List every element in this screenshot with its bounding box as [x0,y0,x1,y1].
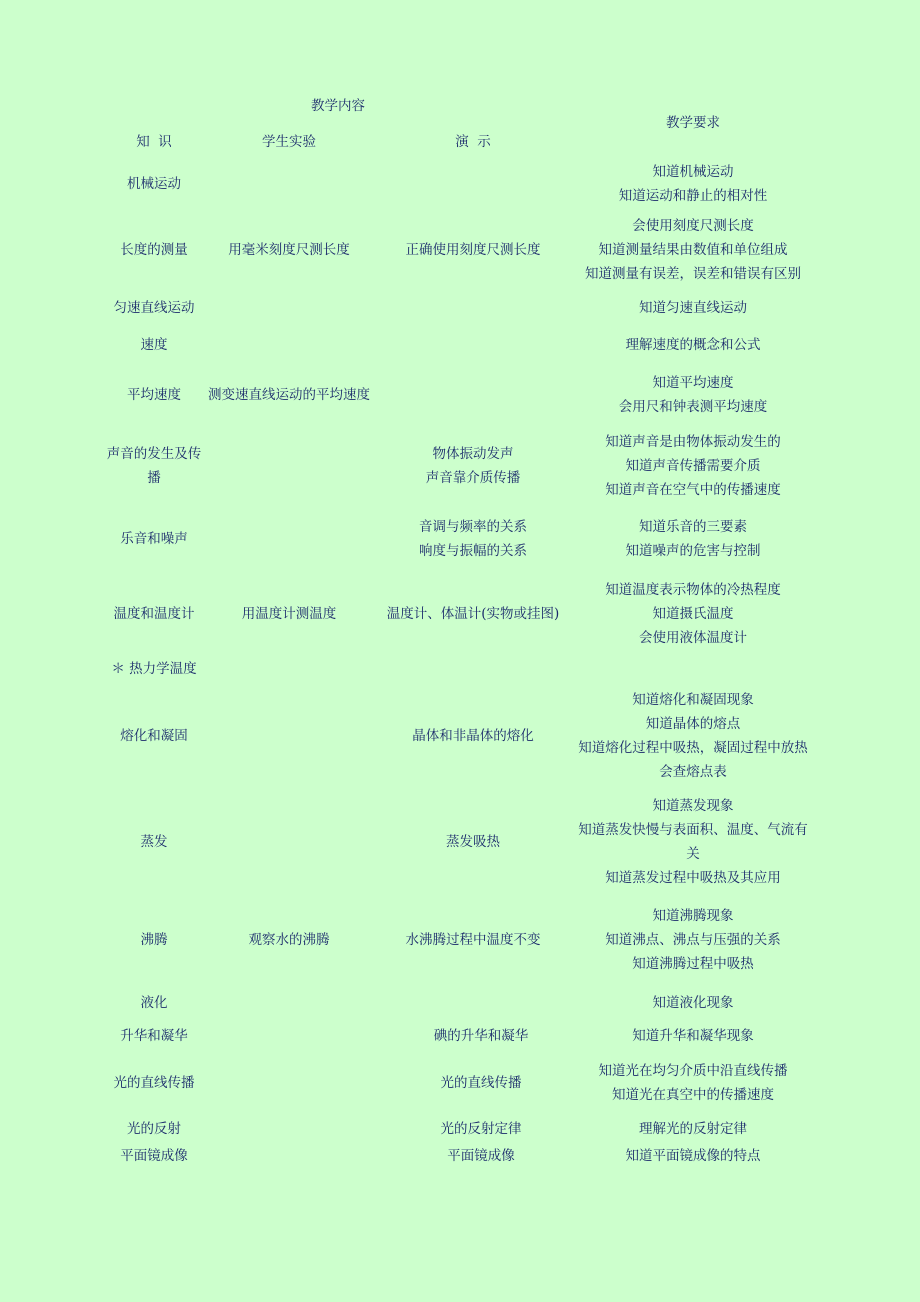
demo-cell [446,830,500,854]
requirement-cell-line: 知道摄氏温度 [652,606,734,622]
knowledge-cell-line: 长度的测量 [120,242,188,258]
demo-cell [441,1117,522,1141]
requirement-cell-line: 知道熔化和凝固现象 [632,692,754,708]
demo-cell-line: 声音靠介质传播 [425,470,521,486]
knowledge-cell [120,1144,188,1168]
demo-cell [434,1024,529,1048]
knowledge-cell-line: 蒸发 [140,834,168,850]
demo-cell-line: 光的反射定律 [440,1121,522,1137]
knowledge-cell [120,527,188,551]
knowledge-cell-line: 速度 [140,337,168,353]
demo-cell-line: 水沸腾过程中温度不变 [405,932,541,948]
demo-cell-line: 碘的升华和凝华 [433,1028,529,1044]
requirement-cell [619,371,768,419]
knowledge-cell [127,383,181,407]
demo-cell [387,602,560,626]
requirement-cell-line: 知道升华和凝华现象 [632,1028,754,1044]
experiment-cell [208,383,370,407]
requirement-cell [605,578,781,650]
requirement-cell-line: 知道沸腾过程中吸热 [632,956,754,972]
knowledge-cell [127,172,181,196]
requirement-cell-line: 知道声音传播需要介质 [625,458,761,474]
requirement-cell-line: 知道声音在空气中的传播速度 [605,482,781,498]
requirement-cell-line: 知道运动和静止的相对性 [618,188,768,204]
requirement-cell-line: 知道噪声的危害与控制 [625,543,761,559]
requirement-cell-line: 知道匀速直线运动 [639,300,747,316]
requirement-cell-line: 知道温度表示物体的冷热程度 [605,582,781,598]
requirement-cell-line: 知道平均速度 [652,375,734,391]
knowledge-cell-line: 平均速度 [127,387,181,403]
requirement-cell-line: 知道光在均匀介质中沿直线传播 [598,1063,788,1079]
requirement-cell [578,794,808,890]
requirement-cell-line: 知道声音是由物体振动发生的 [605,434,781,450]
knowledge-cell-line: ＊ 热力学温度 [111,661,197,677]
knowledge-cell-line: 乐音和噪声 [120,531,188,547]
demo-cell-line: 音调与频率的关系 [419,519,527,535]
demo-cell-line: 正确使用刻度尺测长度 [405,242,541,258]
knowledge-cell [141,928,168,952]
experiment-cell-line: 测变速直线运动的平均速度 [208,387,370,403]
experiment-cell [228,238,350,262]
requirement-cell-line: 知道平面镜成像的特点 [625,1148,761,1164]
requirement-cell-line: 会使用液体温度计 [639,630,747,646]
knowledge-cell [141,333,168,357]
experiment-cell [249,928,330,952]
column-demo: 演 示 [455,134,491,150]
knowledge-cell [141,830,168,854]
content-title: 教学内容 [311,98,365,114]
demo-cell-line: 光的直线传播 [440,1075,522,1091]
requirement-cell-line: 知道蒸发过程中吸热及其应用 [605,870,781,886]
demo-cell [447,1144,515,1168]
requirement-cell-line: 知道熔化过程中吸热，凝固过程中放热 [578,740,808,756]
demo-cell [406,238,541,262]
requirement-cell-line: 理解光的反射定律 [639,1121,747,1137]
knowledge-cell [107,442,202,490]
requirement-cell-line: 知道液化现象 [652,995,734,1011]
knowledge-cell-line: 光的反射 [127,1121,181,1137]
knowledge-cell [141,991,168,1015]
knowledge-cell-line: 匀速直线运动 [113,300,195,316]
requirement-cell-line: 知道光在真空中的传播速度 [612,1087,774,1103]
knowledge-cell-line: 熔化和凝固 [120,728,188,744]
experiment-cell [242,602,337,626]
requirement-cell [639,1117,747,1141]
requirement-cell-line: 理解速度的概念和公式 [625,337,761,353]
demo-cell-line: 物体振动发声 [432,446,514,462]
requirement-cell-line: 知道蒸发现象 [652,798,734,814]
demo-cell-line: 平面镜成像 [447,1148,515,1164]
column-knowledge: 知 识 [136,134,172,150]
requirement-cell-line: 知道晶体的熔点 [645,716,741,732]
knowledge-cell-line: 液化 [140,995,168,1011]
requirement-cell-line: 知道乐音的三要素 [639,519,747,535]
knowledge-cell [127,1117,181,1141]
knowledge-cell-line: 沸腾 [140,932,168,948]
knowledge-cell [114,602,195,626]
requirement-cell [626,333,761,357]
requirement-cell [626,1144,761,1168]
demo-cell [406,928,541,952]
requirement-cell [599,1059,788,1107]
knowledge-cell-line: 机械运动 [127,176,181,192]
requirement-cell-line: 知道沸点、沸点与压强的关系 [605,932,781,948]
knowledge-cell [120,1024,188,1048]
requirement-cell-line: 知道蒸发快慢与表面积、温度、气流有 [578,822,808,838]
requirement-cell [605,904,781,976]
requirement-cell [605,430,781,502]
column-experiment: 学生实验 [262,134,316,150]
demo-cell [412,724,534,748]
experiment-cell-line: 观察水的沸腾 [248,932,330,948]
requirement-cell-line: 知道测量结果由数值和单位组成 [598,242,788,258]
knowledge-cell [111,657,196,681]
knowledge-cell [120,724,188,748]
knowledge-cell-line: 光的直线传播 [113,1075,195,1091]
requirement-title: 教学要求 [666,115,720,131]
requirement-cell [619,160,768,208]
requirement-cell-line: 知道机械运动 [652,164,734,180]
knowledge-cell-line: 播 [147,470,161,486]
experiment-cell-line: 用温度计测温度 [241,606,337,622]
demo-cell [426,442,521,490]
knowledge-cell-line: 平面镜成像 [120,1148,188,1164]
requirement-cell-line: 会查熔点表 [659,764,727,780]
requirement-cell [626,515,761,563]
knowledge-cell-line: 声音的发生及传 [106,446,202,462]
demo-cell-line: 蒸发吸热 [446,834,500,850]
demo-cell-line: 响度与振幅的关系 [419,543,527,559]
requirement-cell-line: 知道测量有误差，误差和错误有区别 [585,266,801,282]
knowledge-cell [114,296,195,320]
demo-cell-line: 晶体和非晶体的熔化 [412,728,534,744]
requirement-cell [653,991,734,1015]
knowledge-cell-line: 温度和温度计 [113,606,195,622]
requirement-cell [585,214,801,286]
knowledge-cell [120,238,188,262]
demo-cell [441,1071,522,1095]
demo-cell-line: 温度计、体温计(实物或挂图) [386,606,560,622]
knowledge-cell-line: 升华和凝华 [120,1028,188,1044]
experiment-cell-line: 用毫米刻度尺测长度 [228,242,350,258]
demo-cell [419,515,527,563]
requirement-cell-line: 知道沸腾现象 [652,908,734,924]
requirement-cell-line: 关 [686,846,700,862]
knowledge-cell [114,1071,195,1095]
requirement-cell-line: 会用尺和钟表测平均速度 [618,399,768,415]
requirement-cell [632,1024,754,1048]
requirement-cell [639,296,747,320]
requirement-cell-line: 会使用刻度尺测长度 [632,218,754,234]
requirement-cell [578,688,808,784]
